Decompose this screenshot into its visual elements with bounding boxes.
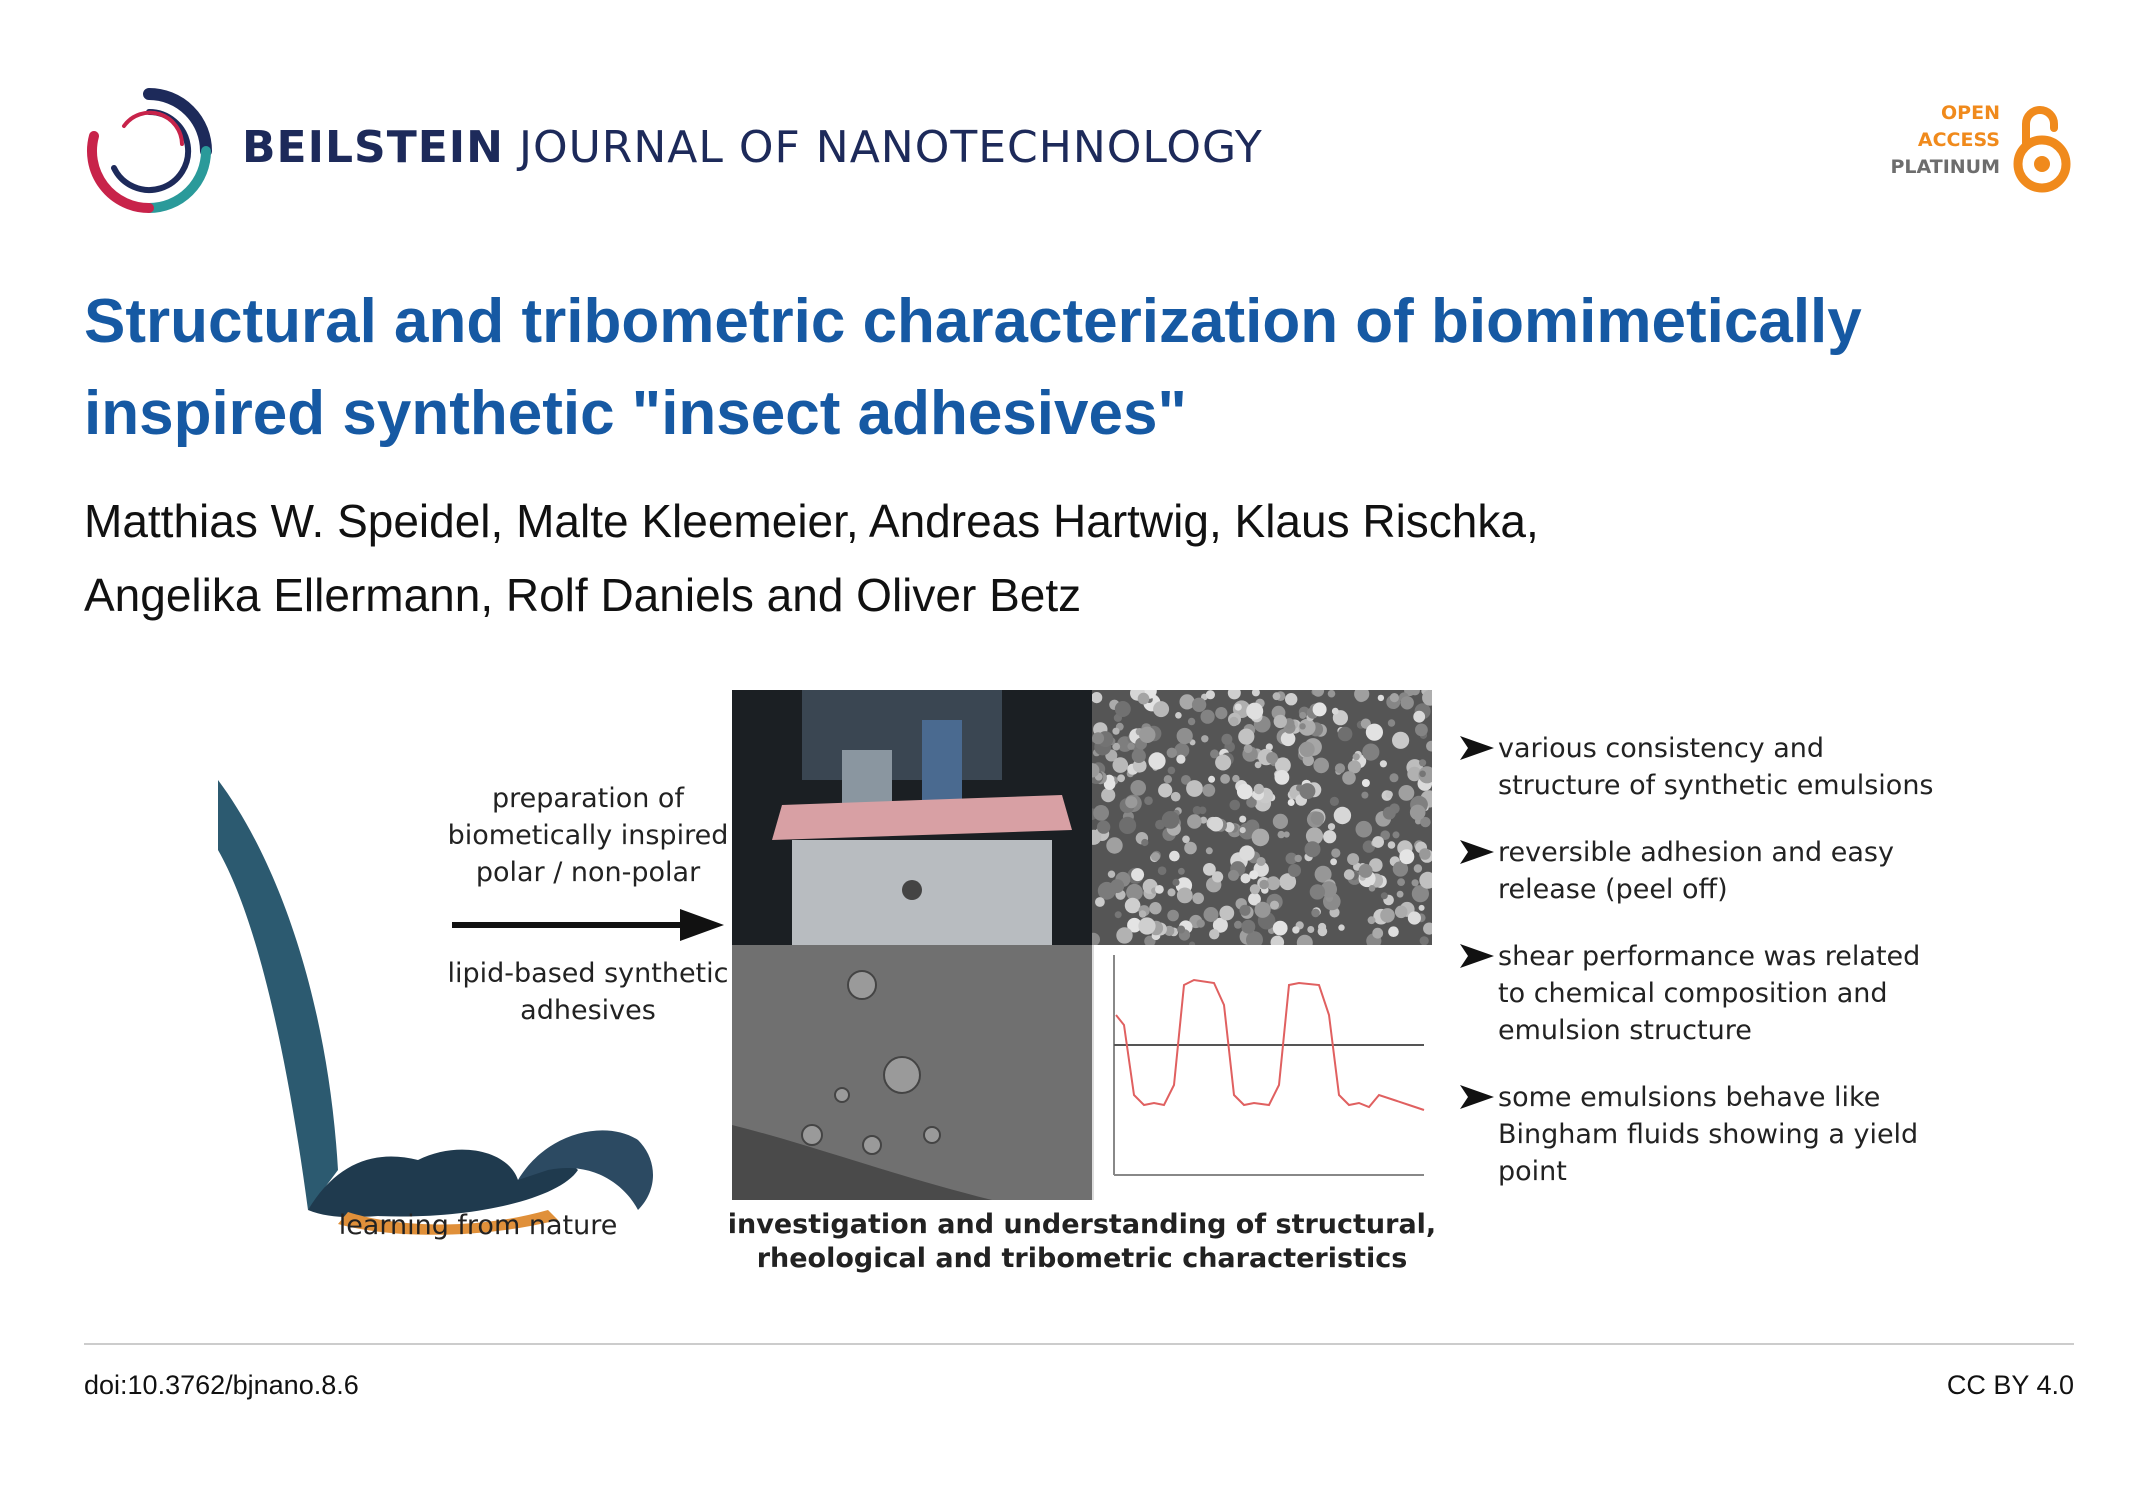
- arrowhead-bullet-icon: [1458, 1083, 1496, 1111]
- investigation-line-1: investigation and understanding of structural,: [727, 1209, 1437, 1240]
- emulsion-micrograph: [1092, 690, 1432, 945]
- arrow-bottom-line-1: lipid-based synthetic: [447, 958, 729, 989]
- doi-link[interactable]: doi:10.3762/bjnano.8.6: [84, 1370, 359, 1400]
- arrow-top-line-2: biometically inspired: [447, 820, 729, 851]
- journal-name: [242, 122, 1263, 173]
- finding-2-line-2: release (peel off): [1498, 874, 1728, 905]
- arrowhead-bullet-icon: [1458, 734, 1496, 762]
- shear-force-plot: [1092, 945, 1434, 1200]
- footer-divider: [84, 1343, 2074, 1345]
- journal-header: [84, 86, 2074, 216]
- license-label: CC BY 4.0: [1946, 1370, 2074, 1400]
- right-arrow-icon: [448, 905, 728, 945]
- article-title: Structural and tribometric characterization of biomimetically inspired synthetic "insect adhesives": [84, 287, 1862, 448]
- graphical-abstract: [218, 690, 1988, 1280]
- oa-line-open: OPEN: [1941, 102, 2000, 124]
- authors-line-2: Angelika Ellermann, Rolf Daniels and Oliver Betz: [84, 569, 1082, 621]
- arrow-top-line-1: preparation of: [492, 783, 684, 814]
- finding-4-line-1: some emulsions behave like: [1498, 1082, 1881, 1113]
- open-lock-icon: [2010, 100, 2074, 196]
- beilstein-ring-logo-icon: [84, 86, 214, 216]
- finding-4-line-2: Bingham fluids showing a yield: [1498, 1119, 1919, 1150]
- finding-item: [1458, 834, 1998, 908]
- open-access-badge: [1874, 100, 2074, 200]
- finding-2-line-1: reversible adhesion and easy: [1498, 837, 1894, 868]
- arrow-bottom-line-2: adhesives: [520, 995, 656, 1026]
- author-list: [84, 484, 1984, 632]
- finding-item: [1458, 938, 1998, 1049]
- investigation-caption: [722, 1208, 1442, 1276]
- journal-name-bold: BEILSTEIN: [242, 122, 504, 173]
- oa-line-platinum: PLATINUM: [1890, 156, 2000, 178]
- journal-name-rest: JOURNAL OF NANOTECHNOLOGY: [518, 122, 1263, 173]
- finding-3-line-2: to chemical composition and: [1498, 978, 1888, 1009]
- sem-fracture-image: [732, 945, 1092, 1200]
- finding-3-line-3: emulsion structure: [1498, 1015, 1752, 1046]
- preparation-label: [398, 780, 778, 1029]
- finding-1-line-2: structure of synthetic emulsions: [1498, 770, 1934, 801]
- arrowhead-bullet-icon: [1458, 942, 1496, 970]
- arrowhead-bullet-icon: [1458, 838, 1496, 866]
- finding-item: [1458, 1079, 1998, 1190]
- finding-1-line-1: various consistency and: [1498, 733, 1825, 764]
- investigation-line-2: rheological and tribometric characteristics: [756, 1243, 1408, 1274]
- arrow-top-line-3: polar / non-polar: [475, 857, 701, 888]
- finding-item: [1458, 730, 1998, 804]
- learning-caption: learning from nature: [338, 1210, 618, 1241]
- finding-3-line-1: shear performance was related: [1498, 941, 1921, 972]
- oa-line-access: ACCESS: [1917, 129, 2000, 151]
- authors-line-1: Matthias W. Speidel, Malte Kleemeier, Andreas Hartwig, Klaus Rischka,: [84, 495, 1539, 547]
- findings-list: [1458, 730, 1998, 1220]
- finding-4-line-3: point: [1498, 1156, 1567, 1187]
- tribometer-photo: [732, 690, 1092, 945]
